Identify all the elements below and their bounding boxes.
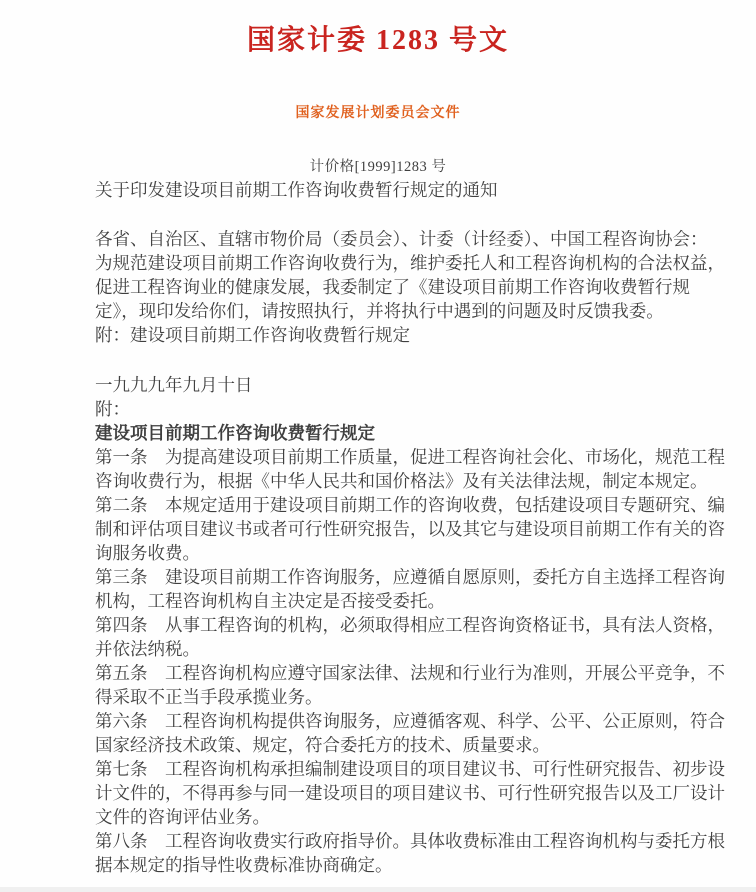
salutation: 各省、自治区、直辖市物价局（委员会）、计委（计经委）、中国工程咨询协会： bbox=[95, 229, 708, 249]
article-paragraph: 第五条 工程咨询机构应遵守国家法律、法规和行业行为准则，开展公平竞争，不得采取不正当手段承揽业务。 bbox=[95, 663, 725, 707]
org-header: 国家发展计划委员会文件 bbox=[295, 106, 461, 121]
intro-paragraph: 为规范建设项目前期工作咨询收费行为，维护委托人和工程咨询机构的合法权益，促进工程咨询业的健康发展，我委制定了《建设项目前期工作咨询收费暂行规定》，现印发给你们，请按照执行，并将执行中遇到的问题及时反馈我委。 bbox=[95, 253, 725, 321]
issue-date: 一九九九年九月十日 bbox=[95, 375, 253, 395]
regulation-title: 建设项目前期工作咨询收费暂行规定 bbox=[95, 423, 375, 443]
attachment-note: 附：建设项目前期工作咨询收费暂行规定 bbox=[95, 325, 410, 345]
articles-list bbox=[95, 445, 728, 877]
notice-title: 关于印发建设项目前期工作咨询收费暂行规定的通知 bbox=[95, 180, 498, 200]
article-paragraph: 第八条 工程咨询收费实行政府指导价。具体收费标准由工程咨询机构与委托方根据本规定的指导性收费标准协商确定。 bbox=[95, 831, 725, 875]
article-paragraph: 第三条 建设项目前期工作咨询服务，应遵循自愿原则，委托方自主选择工程咨询机构，工程咨询机构自主决定是否接受委托。 bbox=[95, 567, 725, 611]
notice-text-block bbox=[95, 227, 728, 877]
article-paragraph: 第七条 工程咨询机构承担编制建设项目的项目建议书、可行性研究报告、初步设计文件的，不得再参与同一建设项目的项目建议书、可行性研究报告以及工厂设计文件的咨询评估业务。 bbox=[95, 759, 725, 827]
attachment-label: 附： bbox=[95, 399, 130, 419]
page-title: 国家计委 1283 号文 bbox=[246, 25, 509, 56]
article-paragraph: 第二条 本规定适用于建设项目前期工作的咨询收费，包括建设项目专题研究、编制和评估项目建议书或者可行性研究报告，以及其它与建设项目前期工作有关的咨询服务收费。 bbox=[95, 495, 725, 563]
article-paragraph: 第六条 工程咨询机构提供咨询服务，应遵循客观、科学、公平、公正原则，符合国家经济技术政策、规定，符合委托方的技术、质量要求。 bbox=[95, 711, 725, 755]
document-body bbox=[95, 178, 728, 877]
article-paragraph: 第一条 为提高建设项目前期工作质量，促进工程咨询社会化、市场化，规范工程咨询收费行为，根据《中华人民共和国价格法》及有关法律法规，制定本规定。 bbox=[95, 447, 725, 491]
page-bottom-edge bbox=[0, 887, 756, 892]
doc-number: 计价格[1999]1283 号 bbox=[309, 159, 447, 175]
article-paragraph: 第四条 从事工程咨询的机构，必须取得相应工程咨询资格证书，具有法人资格，并依法纳税。 bbox=[95, 615, 725, 659]
